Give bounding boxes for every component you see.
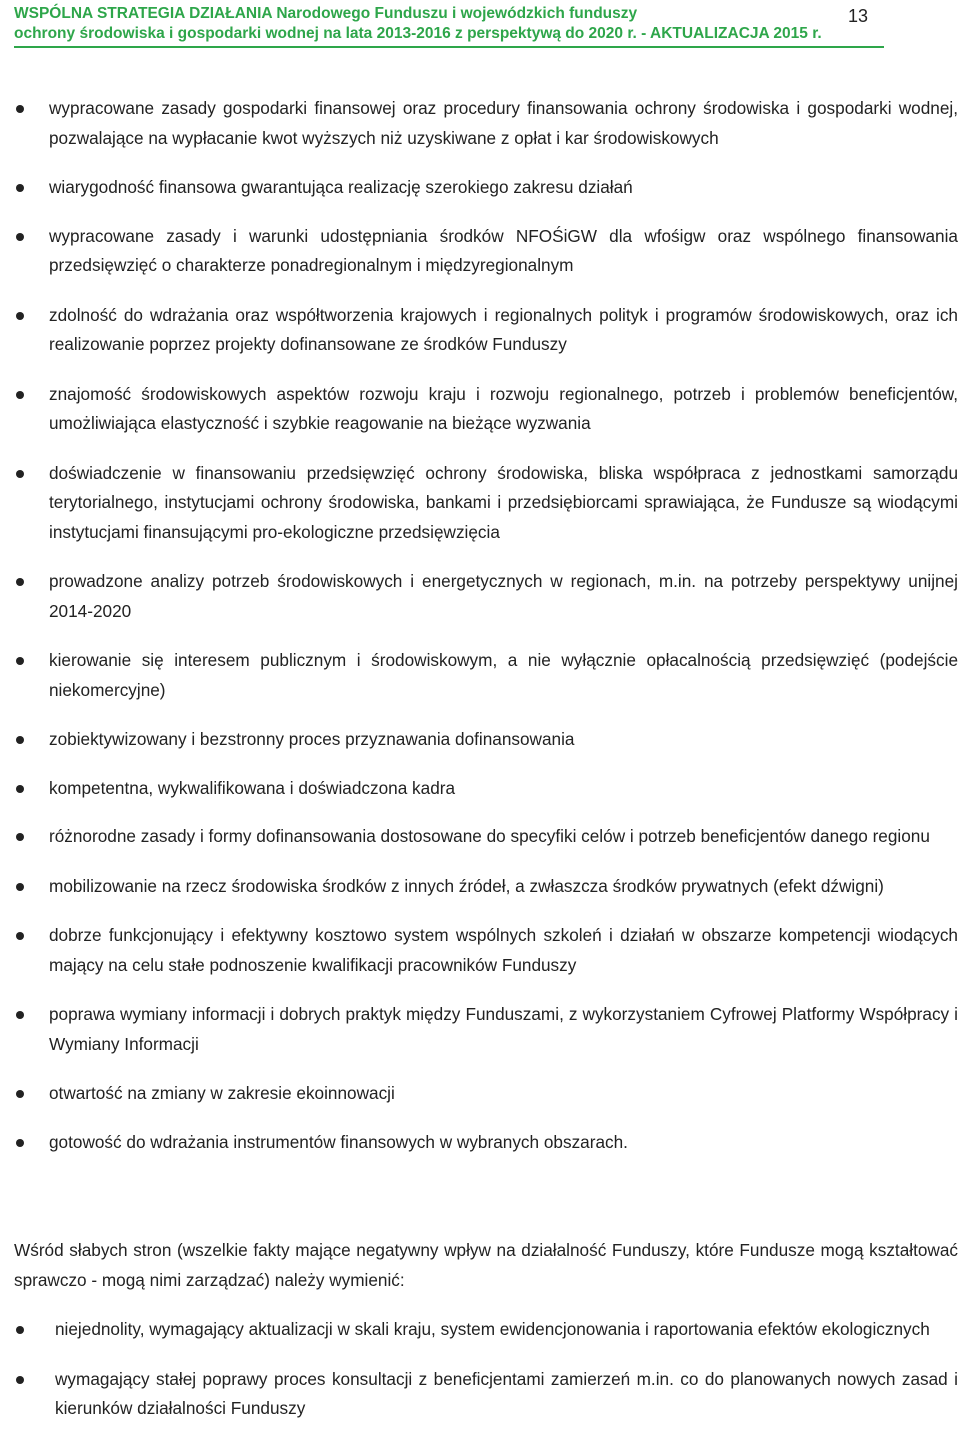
- weaknesses-list: [14, 1315, 958, 1444]
- list-item: kompetentna, wykwalifikowana i doświadczona kadra: [14, 774, 958, 804]
- header-title-line-2: ochrony środowiska i gospodarki wodnej na lata 2013-2016 z perspektywą do 2020 r. - AKTUALIZACJA 2015 r.: [14, 25, 822, 42]
- list-item: otwartość na zmiany w zakresie ekoinnowacji: [14, 1079, 958, 1109]
- list-item: niejednolity, wymagający aktualizacji w skali kraju, system ewidencjonowania i raportowania efektów ekologicznych: [14, 1315, 958, 1345]
- list-item: doświadczenie w finansowaniu przedsięwzięć ochrony środowiska, bliska współpraca z jednostkami samorządu terytorialnego, instytucjami ochrony środowiska, bankami i przedsiębiorcami sprawiająca, że Fundusze są wiodącymi instytucjami finansującymi pro-ekologiczne przedsięwzięcia: [14, 459, 958, 548]
- list-item: wypracowane zasady gospodarki finansowej oraz procedury finansowania ochrony środowiska i gospodarki wodnej, pozwalające na wypłacanie kwot wyższych niż uzyskiwane z opłat i kar środowiskowych: [14, 94, 958, 153]
- weaknesses-intro-paragraph: Wśród słabych stron (wszelkie fakty mające negatywny wpływ na działalność Funduszy, które Fundusze mogą kształtować sprawczo - mogą nimi zarządzać) należy wymienić:: [14, 1240, 958, 1290]
- list-item: kierowanie się interesem publicznym i środowiskowym, a nie wyłącznie opłacalnością przedsięwzięć (podejście niekomercyjne): [14, 646, 958, 705]
- list-item: poprawa wymiany informacji i dobrych praktyk między Funduszami, z wykorzystaniem Cyfrowej Platformy Współpracy i Wymiany Informacji: [14, 1000, 958, 1059]
- list-item: znajomość środowiskowych aspektów rozwoju kraju i rozwoju regionalnego, potrzeb i problemów beneficjentów, umożliwiająca elastyczność i szybkie reagowanie na bieżące wyzwania: [14, 380, 958, 439]
- list-item: gotowość do wdrażania instrumentów finansowych w wybranych obszarach.: [14, 1128, 958, 1158]
- list-item: różnorodne zasady i formy dofinansowania dostosowane do specyfiki celów i potrzeb beneficjentów danego regionu: [14, 822, 958, 852]
- strengths-list: [14, 94, 958, 1177]
- list-item: wiarygodność finansowa gwarantująca realizację szerokiego zakresu działań: [14, 173, 958, 203]
- page-number: 13: [847, 6, 868, 26]
- list-item: zobiektywizowany i bezstronny proces przyznawania dofinansowania: [14, 725, 958, 755]
- list-item: wypracowane zasady i warunki udostępniania środków NFOŚiGW dla wfośigw oraz wspólnego finansowania przedsięwzięć o charakterze ponadregionalnym i międzyregionalnym: [14, 222, 958, 281]
- list-item: wymagający stałej poprawy proces konsultacji z beneficjentami zamierzeń m.in. co do planowanych nowych zasad i kierunków działalności Funduszy: [14, 1365, 958, 1424]
- list-item: dobrze funkcjonujący i efektywny kosztowo system wspólnych szkoleń i działań w obszarze kompetencji wiodących mający na celu stałe podnoszenie kwalifikacji pracowników Funduszy: [14, 921, 958, 980]
- list-item: zdolność do wdrażania oraz współtworzenia krajowych i regionalnych polityk i programów środowiskowych, oraz ich realizowanie poprzez projekty dofinansowane ze środków Funduszy: [14, 301, 958, 360]
- list-item: prowadzone analizy potrzeb środowiskowych i energetycznych w regionach, m.in. na potrzeby perspektywy unijnej 2014-2020: [14, 567, 958, 626]
- header-title-line-1: WSPÓLNA STRATEGIA DZIAŁANIA Narodowego Funduszu i wojewódzkich funduszy: [14, 5, 638, 22]
- page-header: [14, 4, 884, 48]
- list-item: mobilizowanie na rzecz środowiska środków z innych źródeł, a zwłaszcza środków prywatnych (efekt dźwigni): [14, 872, 958, 902]
